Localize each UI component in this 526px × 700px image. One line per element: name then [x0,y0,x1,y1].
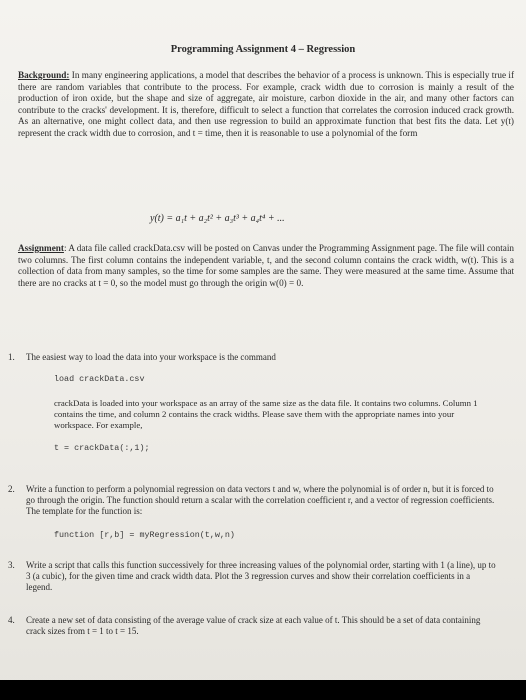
list-item [8,560,496,594]
list-item [8,484,496,518]
background-text: In many engineering applications, a model that describes the behavior of a process is unknown. This is especially true if there are random variables that contribute to the process. For example, crack width due to corrosion is mainly a result of the production of iron oxide, but the shape and size of aggregate, air moisture, carbon dioxide in the air, and many other factors can contribute to the cracks' development. It is, therefore, difficult to select a function that correlates the corrosion induced crack growth. As an alternative, one might collect data, and then use regression to build an approximate function that best fits the data. Let y(t) represent the crack width due to corrosion, and t = time, then it is reasonable to use a polynomial of the form [18,70,515,138]
item-text: Write a function to perform a polynomial regression on data vectors t and w, where the polynomial is of order n, but it is forced to go through the origin. The function should return a scalar with the correlation coefficient r, and a vector of regression coefficients. The template for the function is: [26,484,495,517]
item-detail-text: crackData is loaded into your workspace as an array of the same size as the data file. It contains two columns. Column 1 contains the time, and column 2 contains the crack widths. Please save them with the appropriate names into your workspace. For example, [54,398,478,430]
code-load-command: load crackData.csv [54,374,145,384]
code-example: t = crackData(:,1); [54,443,150,453]
code-function-template: function [r,b] = myRegression(t,w,n) [54,530,235,540]
item-text: Create a new set of data consisting of the average value of crack size at each value of t. This should be a set of data containing crack sizes from t = 1 to t = 15. [26,615,481,637]
polynomial-equation: y(t) = a₁t + a₂t² + a₃t³ + a₄t⁴ + ... [150,213,285,224]
item-number: 3. [8,560,15,570]
item-number: 2. [8,484,15,494]
assignment-heading: Assignment [18,243,64,253]
item-text: Write a script that calls this function successively for three increasing values of the polynomial order, starting with 1 (a line), up to 3 (a cubic), for the given time and crack width data. Plot the 3 regression curves and show their correlation coefficients in a legend. [26,560,496,593]
background-paragraph [18,70,514,140]
bottom-edge [0,680,526,700]
assignment-text: : A data file called crackData.csv will be posted on Canvas under the Programming Assignment page. The file will contain two columns. The first column contains the independent variable, t, and the second column contains the crack width, w(t). This is a collection of data from many samples, so the time for some samples are the same. They were measured at the same time. Assume that there are no cracks at t = 0, so the model must go through the origin w(0) = 0. [18,243,514,288]
assignment-paragraph [18,243,514,289]
list-item [8,615,496,637]
page-title: Programming Assignment 4 – Regression [170,44,356,55]
item-number: 1. [8,352,15,362]
list-item [8,352,496,363]
item-text: The easiest way to load the data into your workspace is the command [26,352,276,362]
item-number: 4. [8,615,15,625]
background-heading: Background: [18,70,70,80]
